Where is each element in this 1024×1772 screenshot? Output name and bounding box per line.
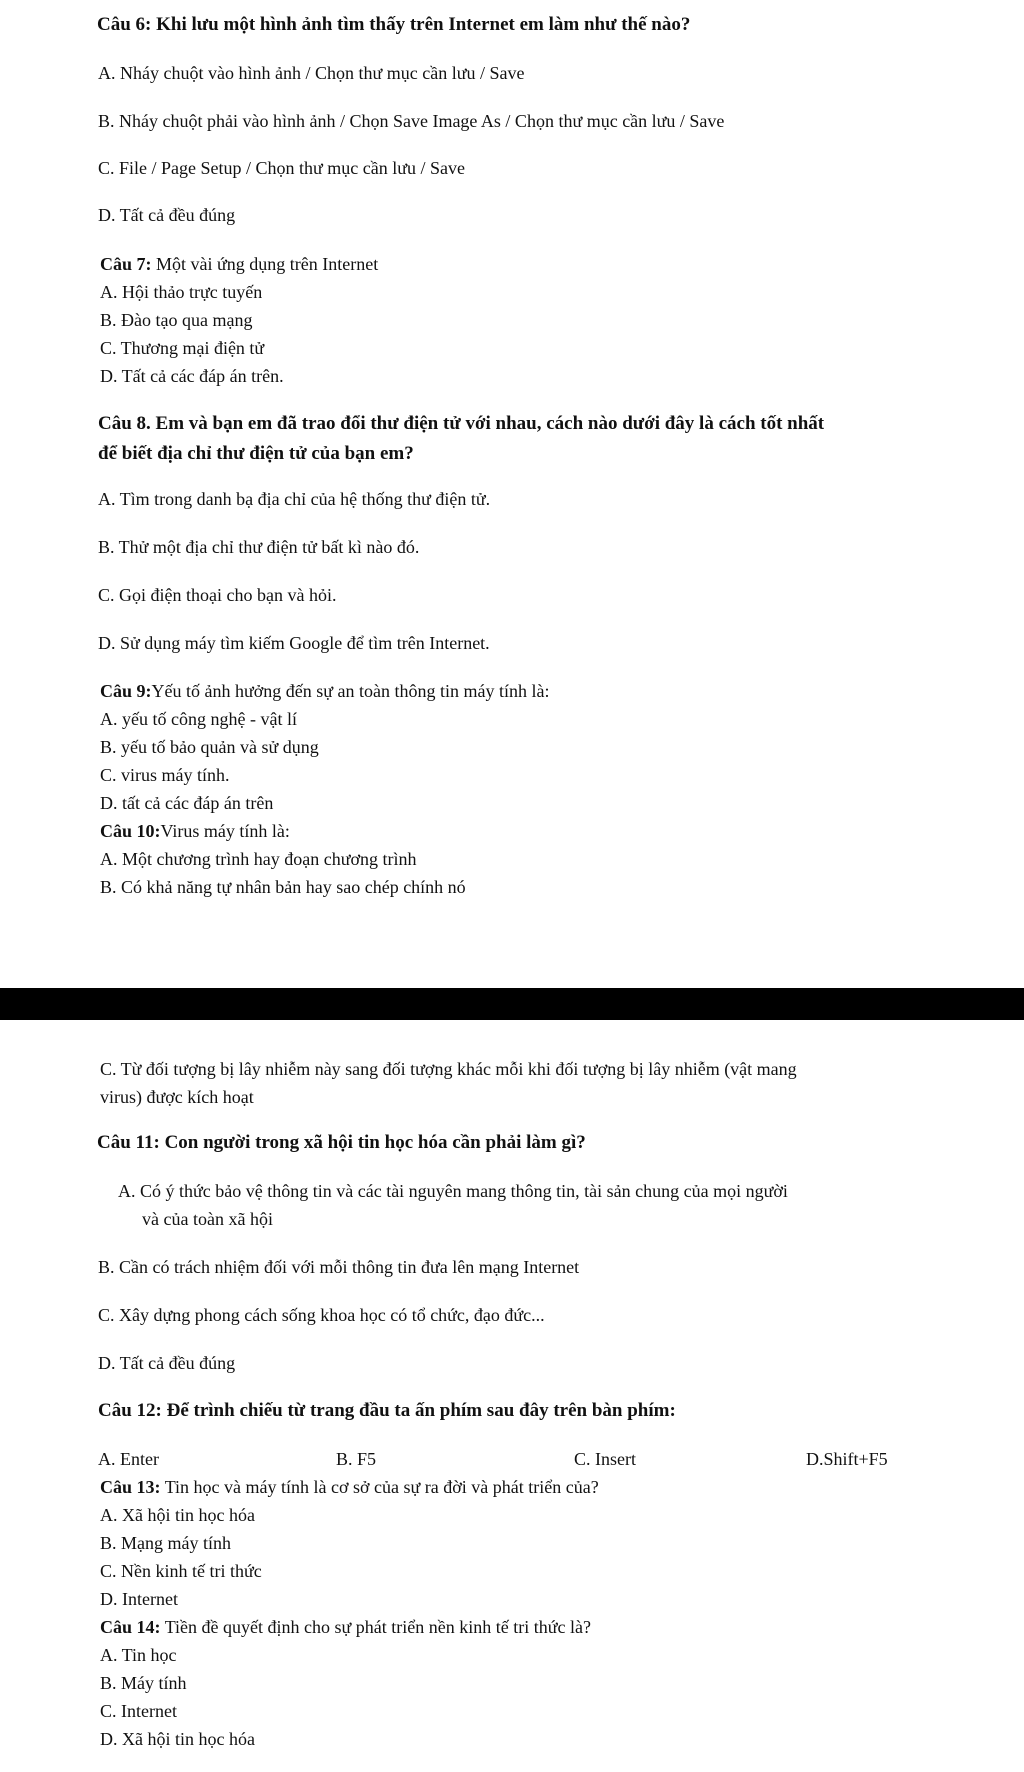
- question-14-text: Tiền đề quyết định cho sự phát triển nền kinh tế tri thức là?: [160, 1617, 591, 1637]
- question-7-option-c: C. Thương mại điện tử: [100, 338, 265, 358]
- question-10-option-c-line-1: C. Từ đối tượng bị lây nhiễm này sang đối tượng khác mỗi khi đối tượng bị lây nhiễm (vật mang: [100, 1059, 797, 1079]
- question-9-title: [100, 680, 549, 702]
- question-13-option-c: C. Nền kinh tế tri thức: [100, 1561, 262, 1581]
- question-6-option-d: D. Tất cả đều đúng: [98, 205, 236, 225]
- question-14-title: [100, 1616, 591, 1638]
- question-8-title-line-1: Câu 8. Em và bạn em đã trao đổi thư điện tử với nhau, cách nào dưới đây là cách tốt nhất: [98, 413, 825, 434]
- question-13-option-d: D. Internet: [100, 1589, 178, 1609]
- question-13-title: [100, 1476, 599, 1498]
- question-10-option-b: B. Có khả năng tự nhân bản hay sao chép chính nó: [100, 877, 466, 897]
- question-12-option-c: C. Insert: [574, 1449, 636, 1469]
- question-9-option-c: C. virus máy tính.: [100, 765, 230, 785]
- question-10-option-c-line-2: virus) được kích hoạt: [100, 1087, 254, 1107]
- question-9-option-a: A. yếu tố công nghệ - vật lí: [100, 709, 297, 729]
- question-10-label: Câu 10:: [100, 821, 161, 841]
- question-10-option-a: A. Một chương trình hay đoạn chương trình: [100, 849, 417, 869]
- question-6-option-b: B. Nháy chuột phải vào hình ảnh / Chọn Save Image As / Chọn thư mục cần lưu / Save: [98, 111, 725, 131]
- question-14-label: Câu 14:: [100, 1617, 161, 1637]
- question-13-text: Tin học và máy tính là cơ sở của sự ra đời và phát triển của?: [160, 1477, 599, 1497]
- question-14-option-d: D. Xã hội tin học hóa: [100, 1729, 255, 1749]
- question-11-title: Câu 11: Con người trong xã hội tin học hóa cần phải làm gì?: [97, 1132, 586, 1153]
- question-7-label: Câu 7:: [100, 254, 152, 274]
- question-9-label: Câu 9:: [100, 681, 152, 701]
- question-8-option-d: D. Sử dụng máy tìm kiếm Google để tìm trên Internet.: [98, 633, 490, 653]
- question-11-option-d: D. Tất cả đều đúng: [98, 1353, 236, 1373]
- question-13-option-a: A. Xã hội tin học hóa: [100, 1505, 255, 1525]
- question-8-option-c: C. Gọi điện thoại cho bạn và hỏi.: [98, 585, 337, 605]
- question-6-title: Câu 6: Khi lưu một hình ảnh tìm thấy trên Internet em làm như thế nào?: [97, 14, 691, 35]
- question-7-title: [100, 253, 378, 275]
- question-7-option-b: B. Đào tạo qua mạng: [100, 310, 253, 330]
- page-break-divider: [0, 988, 1024, 1020]
- question-10-title: [100, 820, 290, 842]
- question-8-option-b: B. Thử một địa chỉ thư điện tử bất kì nào đó.: [98, 537, 420, 557]
- question-13-option-b: B. Mạng máy tính: [100, 1533, 231, 1553]
- document-page-2: [0, 1020, 1024, 1772]
- question-9-text: Yếu tố ảnh hưởng đến sự an toàn thông tin máy tính là:: [151, 681, 550, 701]
- question-9-option-d: D. tất cả các đáp án trên: [100, 793, 274, 813]
- question-11-option-b: B. Cần có trách nhiệm đối với mỗi thông tin đưa lên mạng Internet: [98, 1257, 580, 1277]
- question-12-option-d: D.Shift+F5: [806, 1449, 888, 1469]
- question-7-option-d: D. Tất cả các đáp án trên.: [100, 366, 284, 386]
- question-7-text: Một vài ứng dụng trên Internet: [151, 254, 379, 274]
- question-6-option-c: C. File / Page Setup / Chọn thư mục cần lưu / Save: [98, 158, 465, 178]
- question-14-option-a: A. Tin học: [100, 1645, 177, 1665]
- question-14-option-b: B. Máy tính: [100, 1673, 187, 1693]
- question-11-option-c: C. Xây dựng phong cách sống khoa học có tổ chức, đạo đức...: [98, 1305, 545, 1325]
- question-12-option-b: B. F5: [336, 1449, 377, 1469]
- question-7-option-a: A. Hội thảo trực tuyến: [100, 282, 263, 302]
- question-9-option-b: B. yếu tố bảo quản và sử dụng: [100, 737, 319, 757]
- question-12-title: Câu 12: Để trình chiếu từ trang đầu ta ấn phím sau đây trên bàn phím:: [98, 1400, 676, 1421]
- question-11-option-a-line-2: và của toàn xã hội: [142, 1209, 273, 1229]
- question-8-option-a: A. Tìm trong danh bạ địa chỉ của hệ thống thư điện tử.: [98, 489, 491, 509]
- question-11-option-a-line-1: A. Có ý thức bảo vệ thông tin và các tài nguyên mang thông tin, tài sản chung của mọi người: [118, 1181, 788, 1201]
- question-6-option-a: A. Nháy chuột vào hình ảnh / Chọn thư mục cần lưu / Save: [98, 63, 525, 83]
- question-13-label: Câu 13:: [100, 1477, 161, 1497]
- question-10-text: Virus máy tính là:: [160, 821, 290, 841]
- question-12-option-a: A. Enter: [98, 1449, 159, 1469]
- question-14-option-c: C. Internet: [100, 1701, 177, 1721]
- question-8-title-line-2: để biết địa chỉ thư điện tử của bạn em?: [98, 443, 414, 464]
